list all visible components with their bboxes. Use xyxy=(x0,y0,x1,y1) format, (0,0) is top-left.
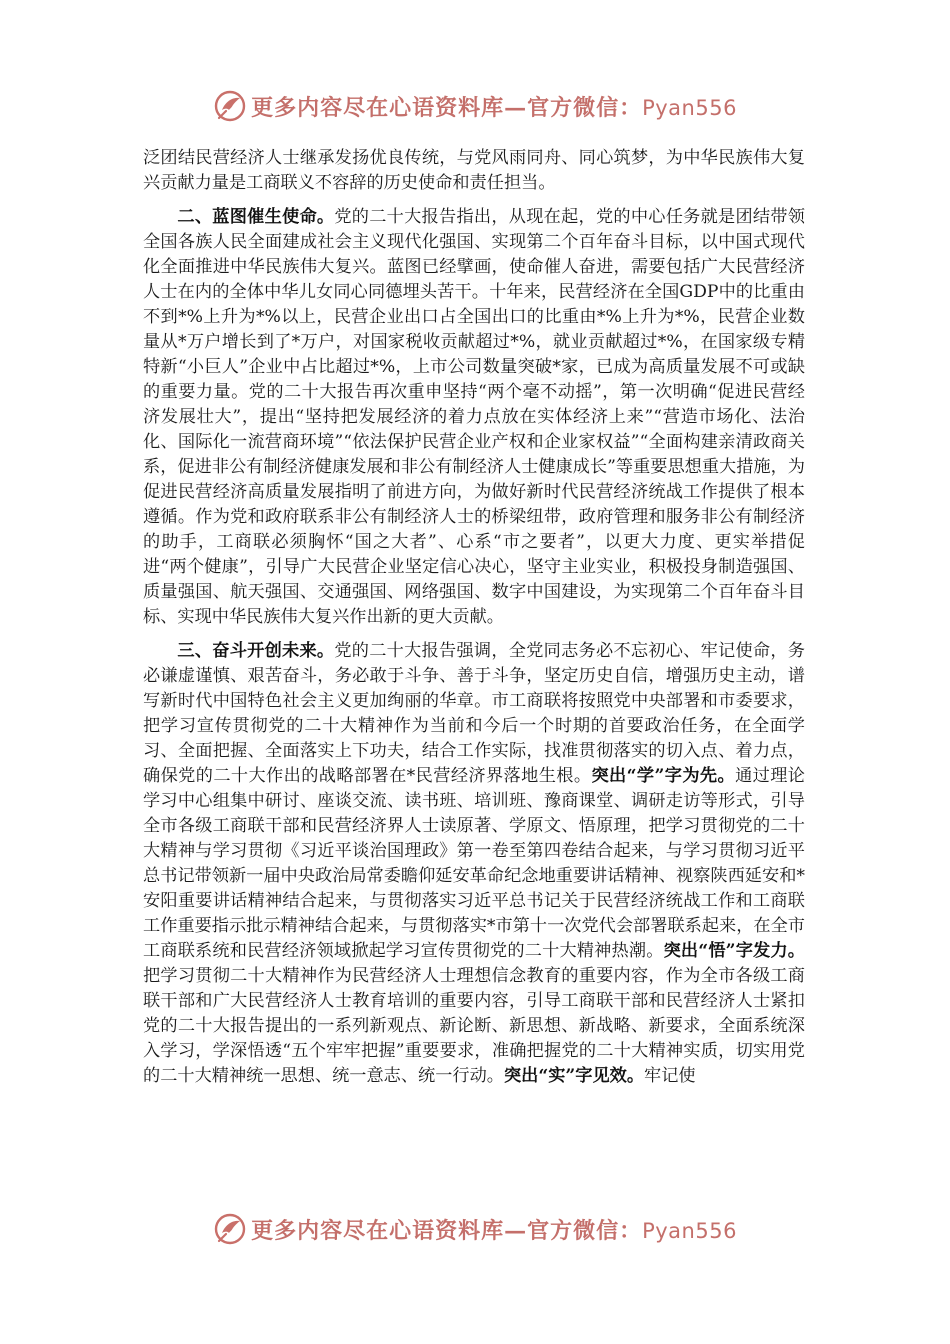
paragraph-continuation: 泛团结民营经济人士继承发扬优良传统，与党风雨同舟、同心筑梦，为中华民族伟大复兴贡献力量是工商联义不容辞的历史使命和责任担当。 xyxy=(143,148,805,193)
header-banner xyxy=(0,86,950,126)
section-3-subheading-understand: 突出“悟”字发力。 xyxy=(663,941,805,961)
section-3-tail: 牢记使 xyxy=(644,1066,696,1086)
banner-handle: Pyan556 xyxy=(642,1218,737,1243)
document-body xyxy=(143,146,805,1089)
section-3-heading: 三、奋斗开创未来。 xyxy=(177,641,335,661)
section-3-body-2: 通过理论学习中心组集中研讨、座谈交流、读书班、培训班、豫商课堂、调研走访等形式，引导全市各级工商联干部和民营经济界人士读原著、学原文、悟原理，把学习贯彻党的二十大精神与学习贯彻《习近平谈治国理政》第一卷至第四卷结合起来，与学习贯彻习近平总书记带领新一届中央政治局常委瞻仰延安革命纪念地重要讲话精神、视察陕西延安和*安阳重要讲话精神结合起来，与贯彻落实习近平总书记关于民营经济统战工作和工商联工作重要指示批示精神结合起来，与贯彻落实*市第十一次党代会部署联系起来，在全市工商联系统和民营经济领域掀起学习宣传贯彻党的二十大精神热潮。 xyxy=(143,766,805,961)
section-3-subheading-practice: 突出“实”字见效。 xyxy=(503,1066,645,1086)
section-3-body-1: 党的二十大报告强调，全党同志务必不忘初心、牢记使命，务必谦虚谨慎、艰苦奋斗，务必敢于斗争、善于斗争，坚定历史自信，增强历史主动，谱写新时代中国特色社会主义更加绚丽的华章。市工商联将按照党中央部署和市委要求，把学习宣传贯彻党的二十大精神作为当前和今后一个时期的首要政治任务，在全面学习、全面把握、全面落实上下功夫，结合工作实际，找准贯彻落实的切入点、着力点，确保党的二十大作出的战略部署在*民营经济界落地生根。 xyxy=(143,641,805,786)
paragraph-section-2 xyxy=(143,205,805,630)
paragraph-section-3 xyxy=(143,639,805,1089)
section-3-subheading-study: 突出“学”字为先。 xyxy=(591,766,736,786)
footer-banner xyxy=(0,1209,950,1249)
pen-logo-icon xyxy=(213,89,247,123)
section-3-body-3: 把学习贯彻二十大精神作为民营经济人士理想信念教育的重要内容，作为全市各级工商联干部和广大民营经济人士教育培训的重要内容，引导工商联干部和民营经济人士紧扣党的二十大报告提出的一系列新观点、新论断、新思想、新战略、新要求，全面系统深入学习，学深悟透“五个牢牢把握”重要要求，准确把握党的二十大精神实质，切实用党的二十大精神统一思想、统一意志、统一行动。 xyxy=(143,966,805,1086)
banner-handle: Pyan556 xyxy=(642,95,737,120)
banner-text: 更多内容尽在心语资料库—官方微信：Pyan556 xyxy=(251,1217,737,1244)
pen-logo-icon xyxy=(213,1212,247,1246)
banner-text: 更多内容尽在心语资料库—官方微信：Pyan556 xyxy=(251,94,737,121)
section-2-heading: 二、蓝图催生使命。 xyxy=(177,207,335,227)
section-2-body: 党的二十大报告指出，从现在起，党的中心任务就是团结带领全国各族人民全面建成社会主义现代化强国、实现第二个百年奋斗目标，以中国式现代化全面推进中华民族伟大复兴。蓝图已经擘画，使命催人奋进，需要包括广大民营经济人士在内的全体中华儿女同心同德埋头苦干。十年来，民营经济在全国GDP中的比重由不到*%上升为*%以上，民营企业出口占全国出口的比重由*%上升为*%，民营企业数量从*万户增长到了*万户，对国家税收贡献超过*%，就业贡献超过*%，在国家级专精特新“小巨人”企业中占比超过*%，上市公司数量突破*家，已成为高质量发展不可或缺的重要力量。党的二十大报告再次重申坚持“两个毫不动摇”，第一次明确“促进民营经济发展壮大”，提出“坚持把发展经济的着力点放在实体经济上来”“营造市场化、法治化、国际化一流营商环境”“依法保护民营企业产权和企业家权益”“全面构建亲清政商关系，促进非公有制经济健康发展和非公有制经济人士健康成长”等重要思想重大措施，为促进民营经济高质量发展指明了前进方向，为做好新时代民营经济统战工作提供了根本遵循。作为党和政府联系非公有制经济人士的桥梁纽带，政府管理和服务非公有制经济的助手，工商联必须胸怀“国之大者”、心系“市之要者”，以更大力度、更实举措促进“两个健康”，引导广大民营企业坚定信心决心，坚守主业实业，积极投身制造强国、质量强国、航天强国、交通强国、网络强国、数字中国建设，为实现第二个百年奋斗目标、实现中华民族伟大复兴作出新的更大贡献。 xyxy=(143,207,805,627)
